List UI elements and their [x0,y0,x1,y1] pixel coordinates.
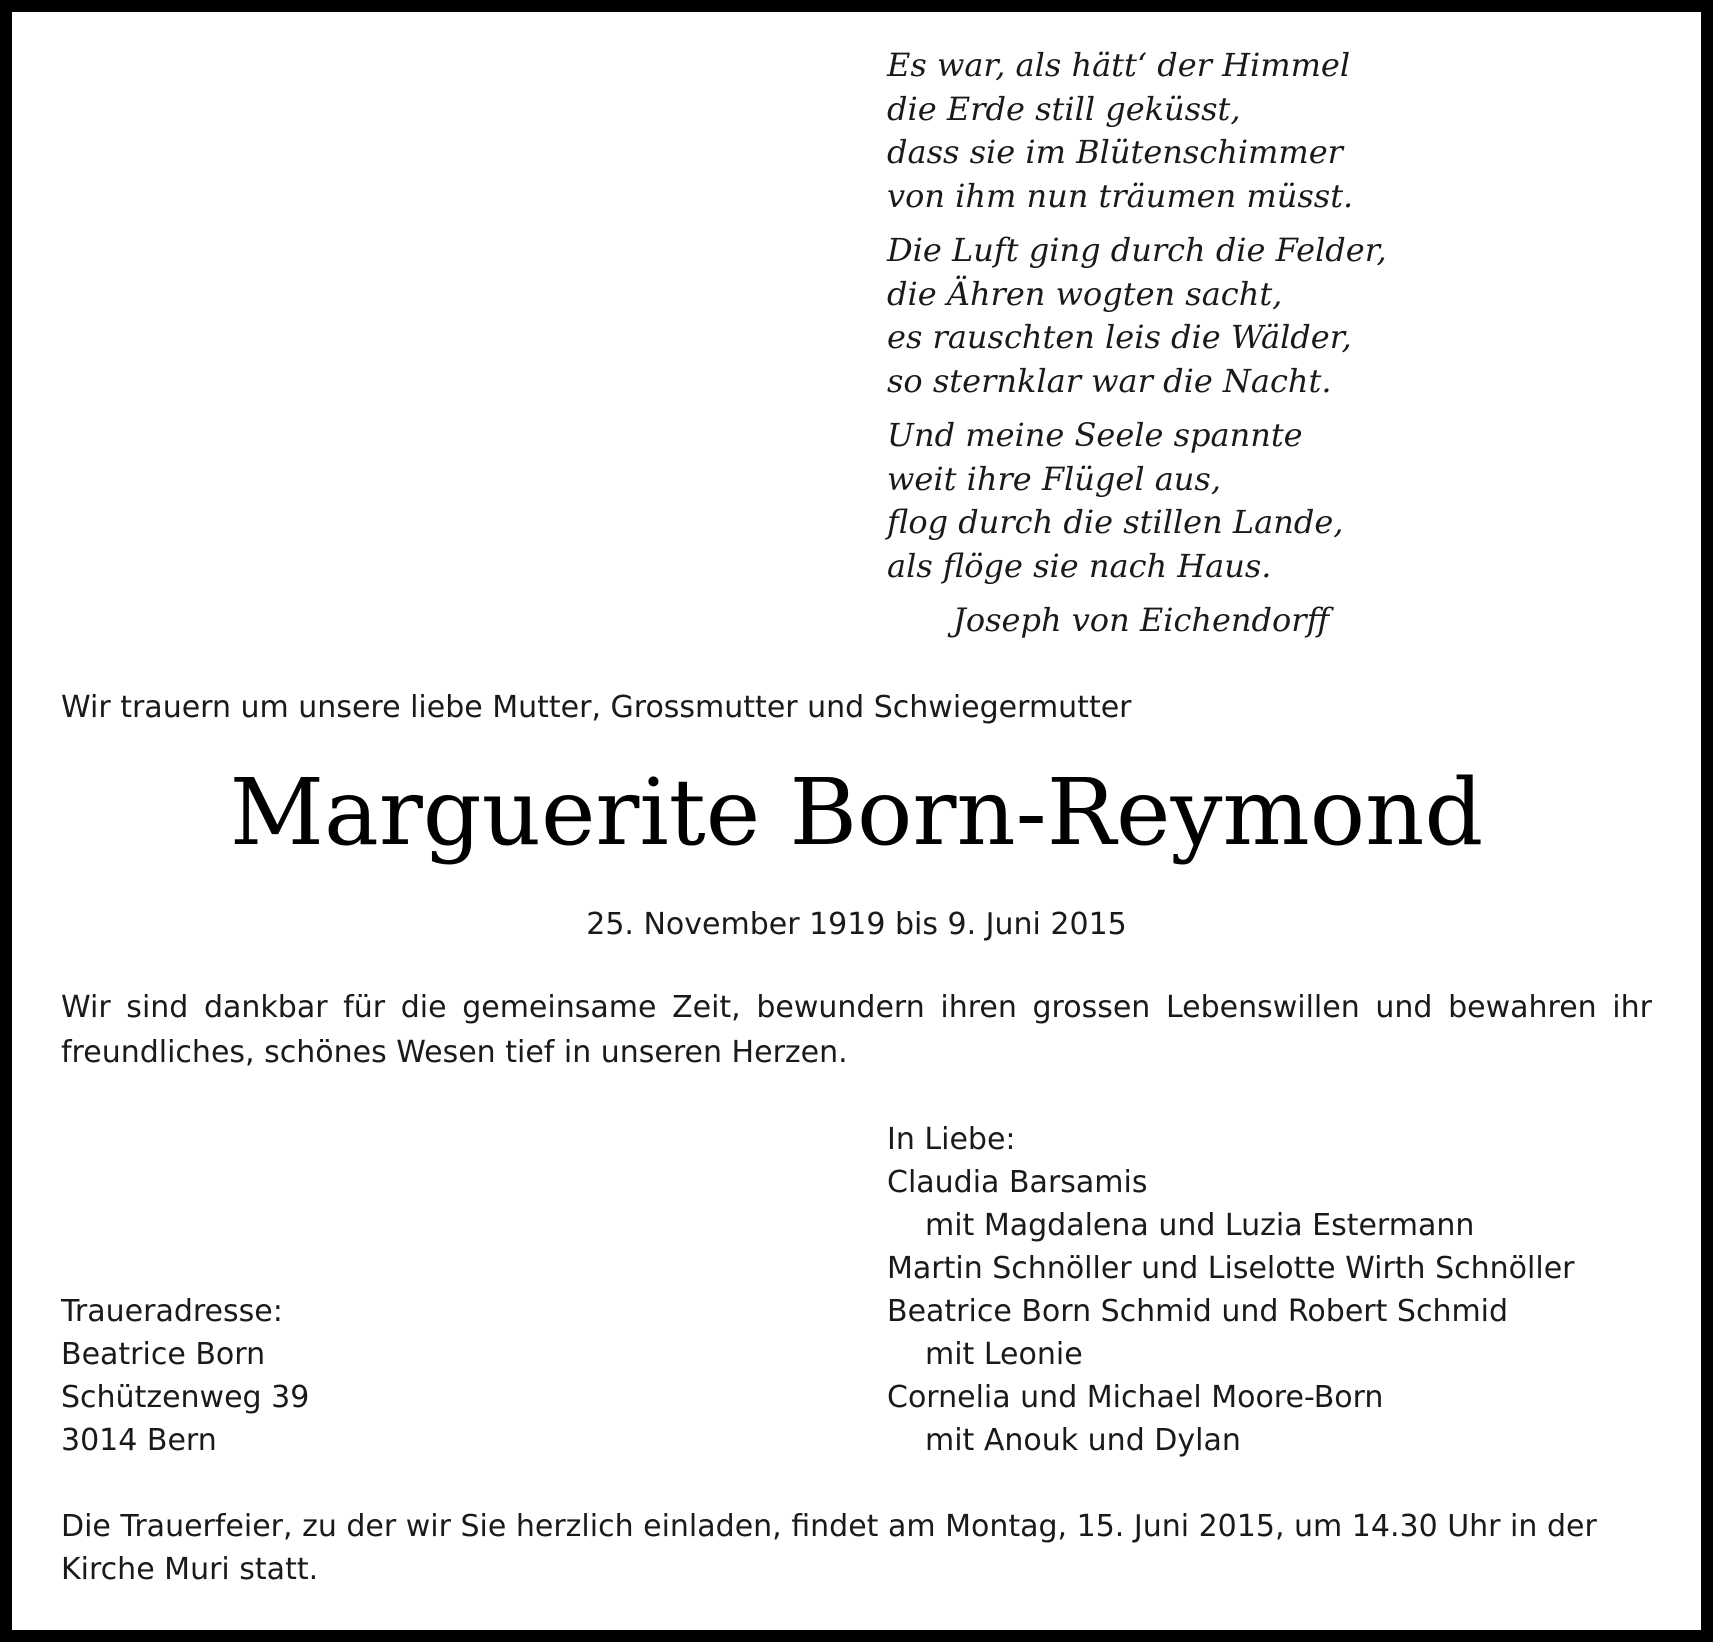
mourners-list [887,1118,1574,1462]
poem-line: von ihm nun träumen müsst. [887,176,1354,215]
poem-line: Es war, als hätt‘ der Himmel [887,46,1351,84]
address-city: 3014 Bern [61,1423,217,1458]
gratitude-text: Wir sind dankbar für die gemeinsame Zeit, bewundern ihren grossen Lebenswillen und bewahren ihr freundliches, schönes Wesen tief in unseren Herzen. [61,990,1652,1070]
poem-line: die Erde still geküsst, [887,89,1241,128]
life-dates: 25. November 1919 bis 9. Juni 2015 [586,907,1127,942]
poem-line: es rauschten leis die Wälder, [887,318,1352,356]
mourning-address [61,1290,309,1462]
poem [887,44,1407,643]
poem-line: so sternklar war die Nacht. [887,361,1332,400]
ceremony-notice: Die Trauerfeier, zu der wir Sie herzlich einladen, findet am Montag, 15. Juni 2015, um 14.30 Uhr in der Kirche Muri statt. [61,1509,1597,1587]
mourner-line: Martin Schnöller und Liselotte Wirth Schnöller [887,1251,1575,1286]
poem-author: Joseph von Eichendorff [953,601,1330,639]
poem-stanza-3 [887,414,1407,588]
mourner-line: mit Magdalena und Luzia Estermann [925,1208,1475,1243]
mourner-line: Claudia Barsamis [887,1165,1148,1200]
poem-line: die Ähren wogten sacht, [887,274,1283,313]
poem-line: weit ihre Flügel aus, [887,459,1221,498]
mourner-line: mit Anouk und Dylan [925,1423,1241,1458]
poem-stanza-1 [887,44,1407,218]
address-label: Traueradresse: [61,1294,283,1329]
address-street: Schützenweg 39 [61,1380,310,1415]
mourners-heading: In Liebe: [887,1122,1016,1157]
poem-stanza-2 [887,229,1407,403]
poem-line: als flöge sie nach Haus. [887,546,1272,585]
mourner-line: mit Leonie [925,1337,1083,1372]
poem-line: Die Luft ging durch die Felder, [887,231,1387,269]
mourner-line: Beatrice Born Schmid und Robert Schmid [887,1294,1509,1329]
address-name: Beatrice Born [61,1337,266,1372]
deceased-name: Marguerite Born-Reymond [229,759,1484,866]
poem-line: flog durch die stillen Lande, [887,503,1344,541]
mourner-line: Cornelia und Michael Moore-Born [887,1380,1384,1415]
mourning-intro: Wir trauern um unsere liebe Mutter, Grossmutter und Schwiegermutter [61,690,1132,725]
poem-line: dass sie im Blütenschimmer [887,133,1343,171]
poem-line: Und meine Seele spannte [887,416,1303,454]
